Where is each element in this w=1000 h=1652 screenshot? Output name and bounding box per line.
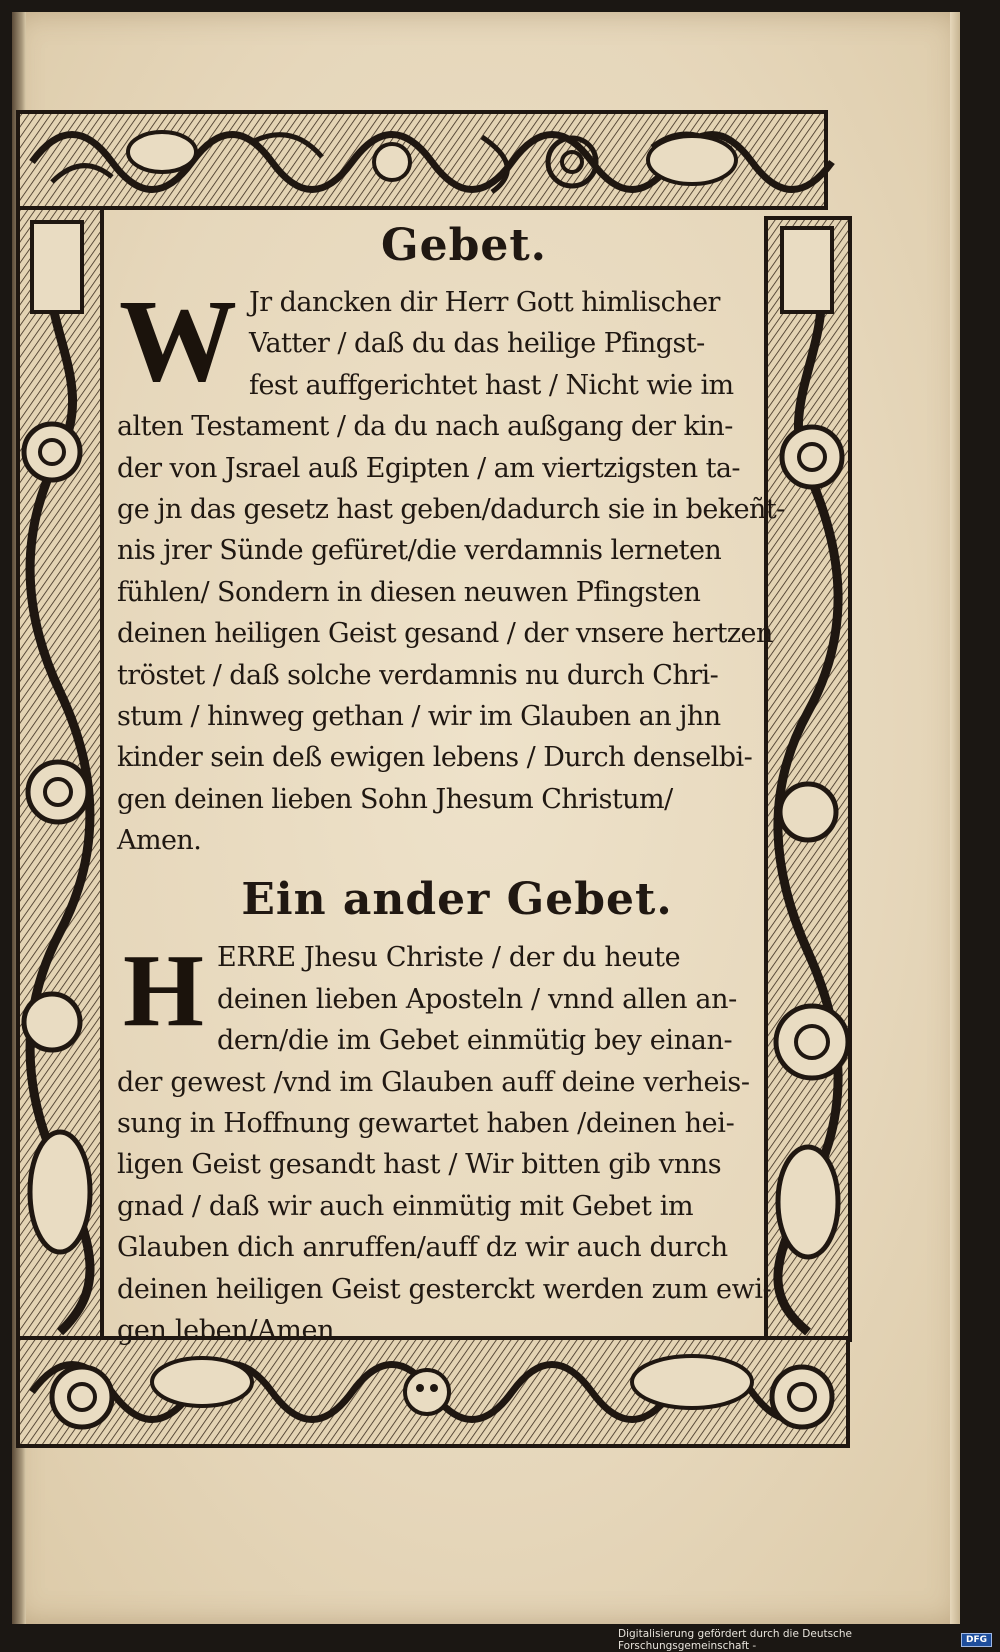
drop-cap-h: H <box>123 933 204 1049</box>
heading-ein-ander-gebet: Ein ander Gebet. <box>241 874 673 926</box>
prayer-paragraph-1 <box>117 275 797 861</box>
text-line: gen leben/Amen. <box>117 1314 343 1346</box>
text-block <box>117 210 797 1351</box>
text-line: tröstet / daß solche verdamnis nu durch Chri- <box>117 659 719 691</box>
bottom-border-ornament <box>18 1338 848 1446</box>
text-line: Jr dancken dir Herr Gott himlischer <box>249 287 720 318</box>
text-line: ERRE Jhesu Christe / der du heute <box>217 942 681 974</box>
credit-text: Digitalisierung gefördert durch die Deutsche Forschungsgemeinschaft - <box>618 1628 852 1652</box>
text-line: deinen lieben Aposteln / vnnd allen an- <box>217 983 737 1015</box>
text-line: gen deinen lieben Sohn Jhesum Christum/ <box>117 783 673 815</box>
text-line: ge jn das gesetz hast geben/dadurch sie in bekeñt- <box>117 493 785 525</box>
text-line: fühlen/ Sondern in diesen neuwen Pfingsten <box>117 576 701 608</box>
text-line: alten Testament / da du nach außgang der kin- <box>117 411 733 443</box>
text-line: Vatter / daß du das heilige Pfingst- <box>249 328 705 360</box>
digitization-credit <box>618 1628 992 1652</box>
text-line: nis jrer Sünde gefüret/die verdamnis lerneten <box>117 535 722 567</box>
text-line: Amen. <box>117 825 202 857</box>
prayer-paragraph-2 <box>117 933 797 1351</box>
text-line: ligen Geist gesandt hast / Wir bitten gib vnns <box>117 1149 722 1181</box>
text-line: sung in Hoffnung gewartet haben /deinen hei- <box>117 1108 735 1140</box>
text-line: deinen heiligen Geist gesand / der vnsere hertzen <box>117 618 773 650</box>
text-line: kinder sein deß ewigen lebens / Durch denselbi- <box>117 742 753 774</box>
text-line: der von Jsrael auß Egipten / am viertzigsten ta- <box>117 452 740 484</box>
text-line: deinen heiligen Geist gesterckt werden zum ewi- <box>117 1273 772 1305</box>
dfg-logo[interactable]: DFG <box>961 1633 992 1647</box>
book-page <box>12 12 960 1624</box>
drop-cap-w: W <box>119 275 237 406</box>
top-border-ornament <box>18 112 832 208</box>
text-line: gnad / daß wir auch einmütig mit Gebet im <box>117 1190 694 1222</box>
text-line: stum / hinweg gethan / wir im Glauben an jhn <box>117 700 721 732</box>
text-line: dern/die im Gebet einmütig bey einan- <box>217 1025 733 1057</box>
left-border-ornament <box>18 208 102 1338</box>
text-line: Glauben dich anruffen/auff dz wir auch durch <box>117 1232 728 1264</box>
text-line: der gewest /vnd im Glauben auff deine verheis- <box>117 1066 750 1098</box>
heading-gebet: Gebet. <box>381 220 547 271</box>
text-line: fest auffgerichtet hast / Nicht wie im <box>249 369 734 401</box>
